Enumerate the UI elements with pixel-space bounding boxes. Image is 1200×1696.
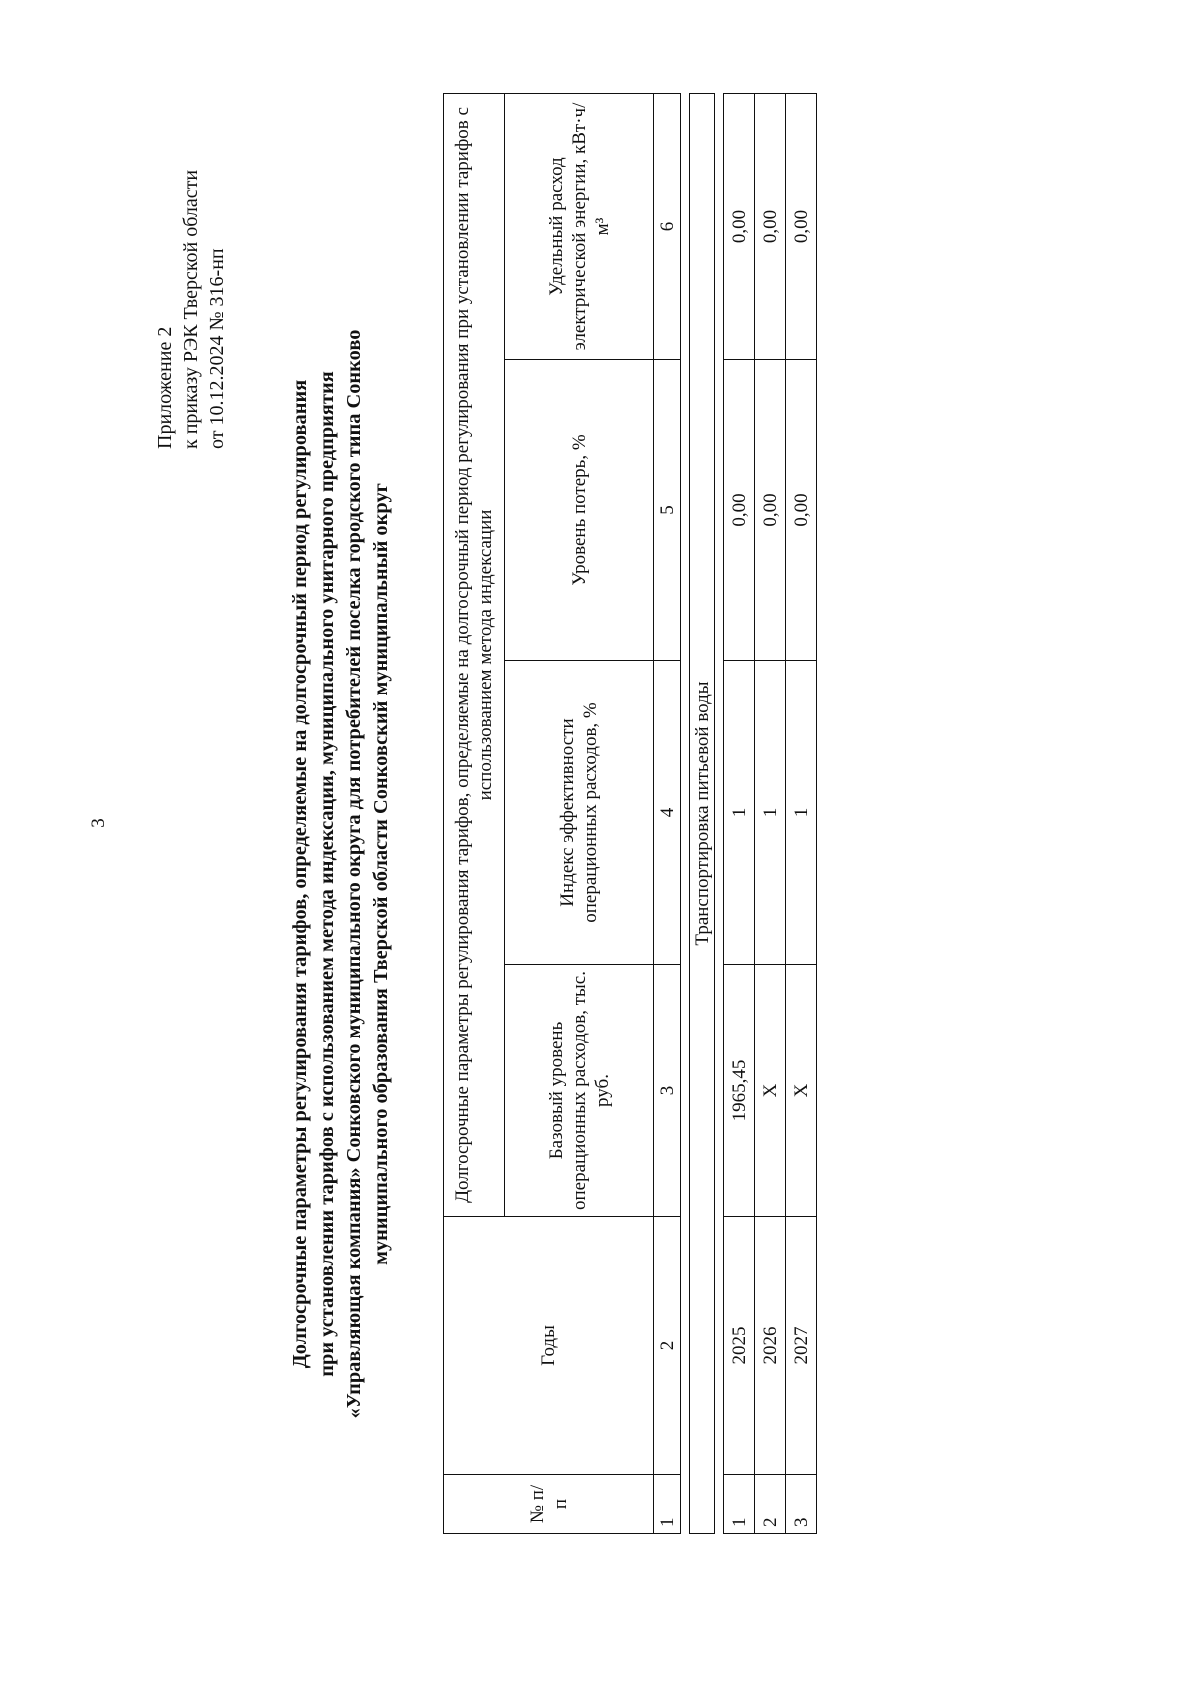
page-number: 3 <box>88 818 109 828</box>
row-base-level: Х <box>786 965 817 1217</box>
column-number: 3 <box>654 965 681 1217</box>
header-energy: Удельный расход электрической энергии, кВт·ч/м³ <box>505 93 654 359</box>
title-line-2: при установлении тарифов с использованием метода индексации, муниципального унитарного предприятия <box>316 371 338 1377</box>
row-energy: 0,00 <box>755 93 786 359</box>
row-number: 3 <box>786 1475 817 1534</box>
row-efficiency: 1 <box>786 661 817 965</box>
table-row <box>724 93 755 1533</box>
title-line-4: муниципального образования Тверской области Сонковский муниципальный округ <box>370 483 392 1265</box>
row-number: 1 <box>724 1475 755 1534</box>
row-energy: 0,00 <box>724 93 755 359</box>
gap-cell <box>681 93 690 1533</box>
header-years: Годы <box>444 1217 654 1475</box>
row-base-level: 1965,45 <box>724 965 755 1217</box>
row-losses: 0,00 <box>724 360 755 661</box>
appendix-reference <box>152 170 230 449</box>
parameters-table <box>443 93 817 1534</box>
column-number: 5 <box>654 360 681 661</box>
section-row <box>690 93 715 1533</box>
row-losses: 0,00 <box>786 360 817 661</box>
appendix-line-3: от 10.12.2024 № 316-нп <box>206 248 228 449</box>
column-number-row <box>654 93 681 1533</box>
title-line-3: «Управляющая компания» Сонковского муниципального округа для потребителей поселка городского типа Сонково <box>343 329 365 1419</box>
header-num: № п/п <box>444 1475 654 1534</box>
title-line-1: Долгосрочные параметры регулирования тарифов, определяемые на долгосрочный период регулирования <box>289 379 311 1369</box>
gap-row <box>681 93 690 1533</box>
section-title: Транспортировка питьевой воды <box>690 93 715 1533</box>
column-number: 1 <box>654 1475 681 1534</box>
appendix-line-1: Приложение 2 <box>154 326 176 449</box>
header-efficiency: Индекс эффективности операционных расходов, % <box>505 661 654 965</box>
column-number: 2 <box>654 1217 681 1475</box>
row-year: 2027 <box>786 1217 817 1475</box>
row-losses: 0,00 <box>755 360 786 661</box>
document-title <box>287 252 395 1496</box>
row-year: 2026 <box>755 1217 786 1475</box>
gap-row <box>715 93 724 1533</box>
row-base-level: Х <box>755 965 786 1217</box>
row-year: 2025 <box>724 1217 755 1475</box>
gap-cell <box>715 93 724 1533</box>
row-efficiency: 1 <box>755 661 786 965</box>
header-losses: Уровень потерь, % <box>505 360 654 661</box>
appendix-line-2: к приказу РЭК Тверской области <box>180 169 202 449</box>
table-row <box>755 93 786 1533</box>
header-base-level: Базовый уровень операционных расходов, тыс. руб. <box>505 965 654 1217</box>
header-group: Долгосрочные параметры регулирования тарифов, определяемые на долгосрочный период регулирования при установлении тарифов с использованием метода индексации <box>444 93 505 1216</box>
table-row <box>786 93 817 1533</box>
row-energy: 0,00 <box>786 93 817 359</box>
header-row-1 <box>444 93 505 1533</box>
column-number: 6 <box>654 93 681 359</box>
column-number: 4 <box>654 661 681 965</box>
row-efficiency: 1 <box>724 661 755 965</box>
row-number: 2 <box>755 1475 786 1534</box>
